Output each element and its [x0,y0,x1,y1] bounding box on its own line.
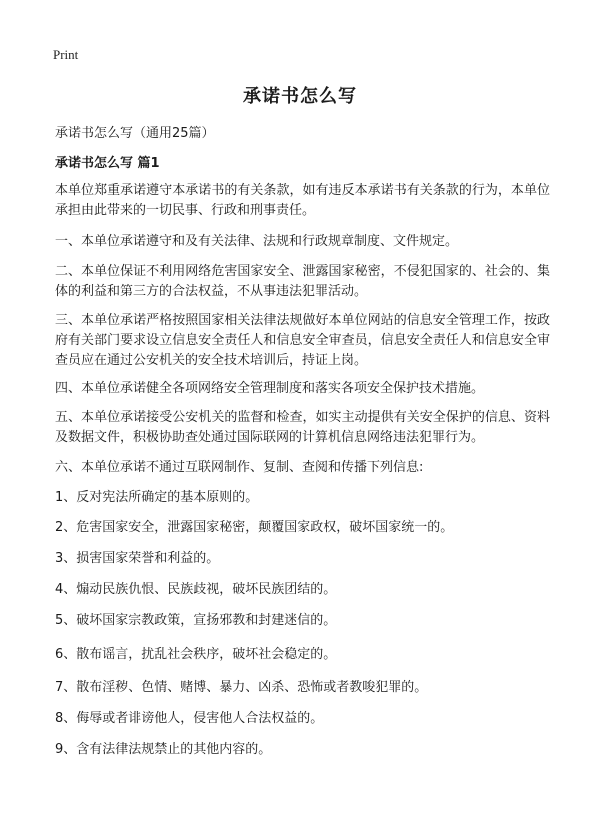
list-item: 9、含有法律法规禁止的其他内容的。 [55,742,272,757]
paragraph-intro: 本单位郑重承诺遵守本承诺书的有关条款，如有违反本承诺书有关条款的行为，本单位承担由此带来的一切民事、行政和刑事责任。 [55,183,550,218]
section-heading: 承诺书怎么写 篇1 [55,156,160,171]
list-item: 3、损害国家荣誉和利益的。 [55,551,220,566]
document-subtitle: 承诺书怎么写（通用25篇） [55,126,215,141]
paragraph-clause-2: 二、本单位保证不利用网络危害国家安全、泄露国家秘密，不侵犯国家的、社会的、集体的利益和第三方的合法权益，不从事违法犯罪活动。 [55,264,550,299]
list-item: 8、侮辱或者诽谤他人，侵害他人合法权益的。 [55,711,324,726]
list-item: 2、危害国家安全，泄露国家秘密，颠覆国家政权，破坏国家统一的。 [55,520,454,535]
list-item: 1、反对宪法所确定的基本原则的。 [55,490,259,505]
paragraph-clause-1: 一、本单位承诺遵守和及有关法律、法规和行政规章制度、文件规定。 [55,234,459,249]
list-item: 4、煽动民族仇恨、民族歧视，破坏民族团结的。 [55,582,337,597]
paragraph-clause-4: 四、本单位承诺健全各项网络安全管理制度和落实各项安全保护技术措施。 [55,381,485,396]
list-item: 5、破坏国家宗教政策，宣扬邪教和封建迷信的。 [55,613,337,628]
list-item: 6、散布谣言，扰乱社会秩序，破坏社会稳定的。 [55,647,337,662]
paragraph-clause-3: 三、本单位承诺严格按照国家相关法律法规做好本单位网站的信息安全管理工作，按政府有关部门要求设立信息安全责任人和信息安全审查员，信息安全责任人和信息安全审查员应在通过公安机关的安全技术培训后，持证上岗。 [55,313,550,368]
page-title: 承诺书怎么写 [243,86,357,107]
list-item: 7、散布淫秽、色情、赌博、暴力、凶杀、恐怖或者教唆犯罪的。 [55,680,428,695]
print-label: Print [53,47,79,62]
paragraph-clause-5: 五、本单位承诺接受公安机关的监督和检查，如实主动提供有关安全保护的信息、资料及数据文件，积极协助查处通过国际联网的计算机信息网络违法犯罪行为。 [55,410,550,445]
paragraph-clause-6: 六、本单位承诺不通过互联网制作、复制、查阅和传播下列信息: [55,460,424,475]
